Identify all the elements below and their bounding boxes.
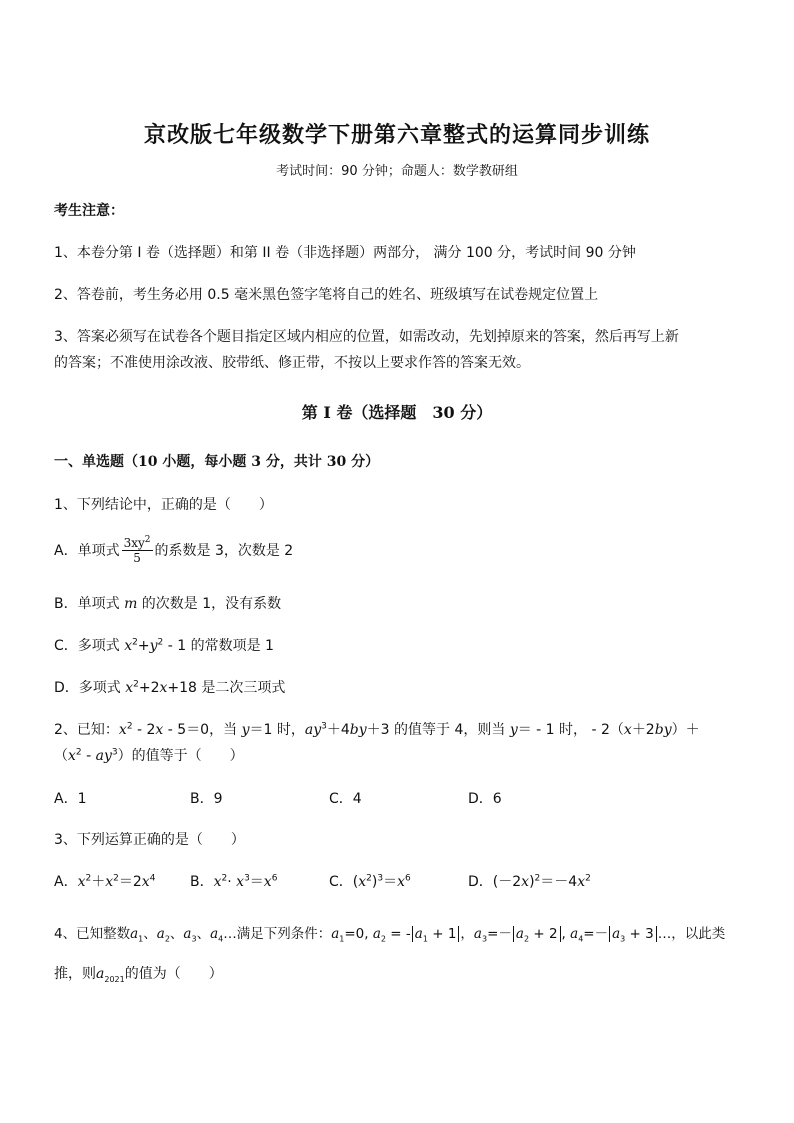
- question-3-option-d: D．$(-2x)^2=-4x^2$: [468, 873, 591, 890]
- option-c-suffix: 的常数项是 1: [190, 638, 274, 654]
- option-label: A．: [54, 874, 78, 890]
- option-b-prefix: B．单项式: [54, 596, 120, 612]
- q4-text: 满足下列条件：: [236, 926, 332, 942]
- question-1-option-d: D．多项式 $x^2+2x+18$ 是二次三项式: [54, 679, 286, 696]
- question-1-stem: 1、下列结论中，正确的是（ ）: [54, 497, 273, 513]
- question-1-option-a: [54, 536, 293, 566]
- fraction: [122, 536, 153, 566]
- question-1-option-b: [54, 593, 281, 613]
- option-label: B．: [190, 874, 214, 890]
- notice-item-3-cont: 的答案；不准使用涂改液、胶带纸、修正带，不按以上要求作答的答案无效。: [54, 355, 530, 371]
- question-3-stem: 3、下列运算正确的是（ ）: [54, 832, 245, 848]
- q2-text: 2、已知：: [54, 722, 119, 738]
- q2-text: 的值等于（ ）: [131, 748, 244, 764]
- question-1-option-c: C．多项式 $x^2+y^2 - 1$ 的常数项是 1: [54, 637, 274, 654]
- option-label: D．: [468, 874, 493, 890]
- fraction-numerator: 3xy: [123, 536, 145, 550]
- option-label: C．: [329, 874, 353, 890]
- question-2-line-1: 2、已知：$x^2 - 2x - 5=0$，当 y＝1 时，$ay^3+4by+3$ 的值等于 4，则当 y＝ - 1 时， - 2（x＋2by）＋: [54, 721, 700, 738]
- exam-info: 考试时间：90 分钟；命题人：数学教研组: [276, 164, 518, 179]
- variable-m: m: [124, 596, 138, 612]
- option-a-suffix: 的系数是 3，次数是 2: [154, 542, 294, 559]
- q4-text: 4、已知整数: [54, 926, 131, 942]
- part-heading: 一、单选题（10 小题，每小题 3 分，共计 30 分）: [54, 454, 380, 470]
- question-2-option-d: D．6: [468, 791, 502, 807]
- q2-text: 时，: [276, 722, 305, 738]
- q4-text: 推，则: [54, 966, 96, 982]
- q2-text: ，当: [209, 722, 238, 738]
- q4-text: ，以此类: [671, 926, 726, 942]
- option-a-prefix: A．单项式: [54, 542, 120, 559]
- question-2-option-a: A．1: [54, 791, 87, 807]
- question-4-line-2: 推，则$a_{2021}$的值为（ ）: [54, 966, 223, 984]
- option-d-suffix: 是二次三项式: [201, 680, 286, 696]
- option-b-suffix: 的次数是 1，没有系数: [141, 596, 282, 612]
- option-d-prefix: D．多项式: [54, 680, 121, 696]
- section-title: 第 I 卷（选择题 30 分）: [301, 403, 493, 422]
- q2-text: 时，: [559, 722, 588, 738]
- notice-heading: 考生注意：: [54, 203, 124, 219]
- question-2-line-2: $(x^2 - ay^3)$的值等于（ ）: [54, 747, 244, 764]
- question-3-option-c: C．$(x^2)^3=x^6$: [329, 873, 411, 890]
- fraction-denominator: 5: [133, 551, 141, 566]
- fraction-exponent: 2: [144, 535, 151, 545]
- question-3-option-b: B．$x^2\cdot x^3=x^6$: [190, 873, 278, 890]
- notice-item-2: 2、答卷前，考生务必用 0.5 毫米黑色签字笔将自己的姓名、班级填写在试卷规定位置上: [54, 287, 599, 303]
- question-2-option-b: B．9: [190, 791, 223, 807]
- q2-text: 的值等于 4，则当: [394, 722, 506, 738]
- notice-item-1: 1、本卷分第 I 卷（选择题）和第 II 卷（非选择题）两部分， 满分 100 分，考试时间 90 分钟: [54, 245, 636, 261]
- notice-item-3: 3、答案必须写在试卷各个题目指定区域内相应的位置，如需改动，先划掉原来的答案，然后再写上新: [54, 329, 679, 345]
- q4-text: 的值为（ ）: [124, 966, 223, 982]
- question-2-option-c: C．4: [329, 791, 362, 807]
- option-c-prefix: C．多项式: [54, 638, 120, 654]
- question-3-option-a: A．$x^2+x^2=2x^4$: [54, 873, 156, 890]
- page-title: 京改版七年级数学下册第六章整式的运算同步训练: [143, 122, 650, 148]
- question-4-line-1: 4、已知整数$a_1$、$a_2$、$a_3$、$a_4\dots$满足下列条件：$a_1=0$, $a_2$ = - $a_1 + 1$ ，$a_3=- a_2 + 2$ , $a_4=- a_3 + 3$ …，以此类: [54, 926, 726, 944]
